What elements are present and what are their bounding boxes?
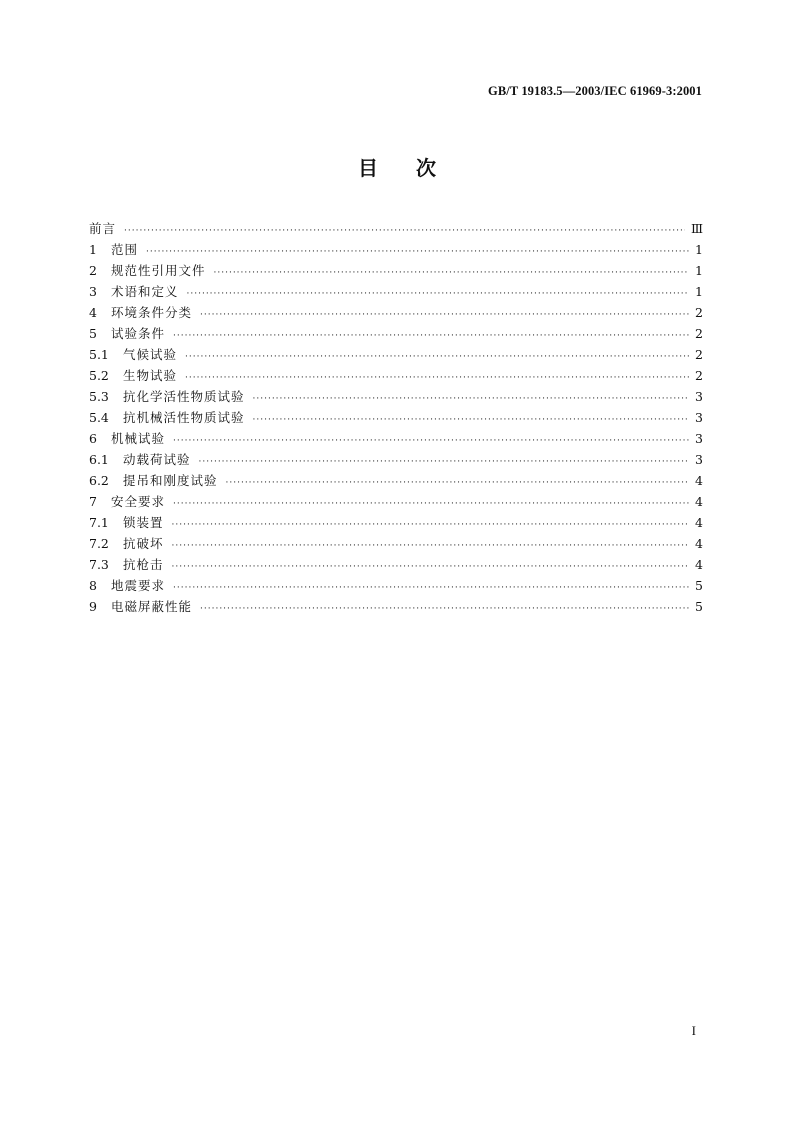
toc-entry-3[interactable]	[89, 281, 703, 302]
toc-entry-7[interactable]	[89, 491, 703, 512]
toc-entry-title: 锁装置	[123, 515, 164, 530]
dot-leader	[172, 515, 689, 536]
toc-entry-number: 2	[89, 263, 97, 278]
toc-entry-2[interactable]	[89, 260, 703, 281]
title-char-1: 目	[358, 156, 378, 180]
toc-entry-page: 5	[695, 599, 703, 614]
toc-entry-title: 提吊和刚度试验	[123, 473, 218, 488]
toc-entry-5-2[interactable]	[89, 365, 703, 386]
toc-entry-page: 4	[695, 494, 703, 509]
dot-leader	[185, 368, 689, 389]
toc-entry-page: 2	[695, 326, 703, 341]
toc-entry-number: 7	[89, 494, 97, 509]
dot-leader	[200, 599, 689, 620]
dot-leader	[173, 494, 689, 515]
dot-leader	[146, 242, 689, 263]
dot-leader	[253, 410, 689, 431]
toc-entry-page: 1	[695, 284, 703, 299]
toc-entry-title: 抗枪击	[123, 557, 164, 572]
toc-entry-number: 4	[89, 305, 97, 320]
toc-entry-page: 4	[695, 536, 703, 551]
toc-entry-page: 3	[695, 452, 703, 467]
toc-entry-page: 4	[695, 557, 703, 572]
dot-leader	[173, 578, 689, 599]
toc-entry-page: Ⅲ	[690, 221, 703, 236]
toc-entry-title: 地震要求	[111, 578, 166, 593]
toc-entry-7-2[interactable]	[89, 533, 703, 554]
toc-entry-number: 1	[89, 242, 97, 257]
toc-entry-number: 7.3	[89, 557, 109, 572]
toc-entry-number: 8	[89, 578, 97, 593]
toc-entry-title: 抗破坏	[123, 536, 164, 551]
dot-leader	[226, 473, 689, 494]
toc-entry-number: 7.2	[89, 536, 109, 551]
toc-entry-9[interactable]	[89, 596, 703, 617]
standard-number: GB/T 19183.5—2003/IEC 61969-3:2001	[488, 84, 702, 98]
toc-entry-number: 6	[89, 431, 97, 446]
page-title	[0, 152, 794, 181]
toc-entry-number: 7.1	[89, 515, 109, 530]
dot-leader	[185, 347, 689, 368]
toc-entry-title: 抗机械活性物质试验	[123, 410, 245, 425]
toc-entry-title: 抗化学活性物质试验	[123, 389, 245, 404]
toc-entry-title: 前言	[89, 221, 117, 236]
dot-leader	[200, 305, 689, 326]
toc-entry-5-4[interactable]	[89, 407, 703, 428]
toc-entry-4[interactable]	[89, 302, 703, 323]
toc-entry-1[interactable]	[89, 239, 703, 260]
table-of-contents	[89, 218, 703, 617]
toc-entry-title: 试验条件	[111, 326, 166, 341]
toc-entry-number: 6.1	[89, 452, 109, 467]
toc-entry-7-1[interactable]	[89, 512, 703, 533]
dot-leader	[124, 221, 685, 242]
dot-leader	[173, 431, 689, 452]
toc-entry-6-2[interactable]	[89, 470, 703, 491]
toc-entry-page: 2	[695, 368, 703, 383]
toc-entry-number: 9	[89, 599, 97, 614]
toc-entry-8[interactable]	[89, 575, 703, 596]
toc-entry-title: 术语和定义	[111, 284, 179, 299]
toc-entry-page: 5	[695, 578, 703, 593]
toc-entry-title: 环境条件分类	[111, 305, 193, 320]
toc-entry-number: 3	[89, 284, 97, 299]
toc-entry-number: 5.4	[89, 410, 109, 425]
dot-leader	[214, 263, 689, 284]
toc-entry-number: 5.1	[89, 347, 109, 362]
toc-entry-title: 气候试验	[123, 347, 178, 362]
toc-entry-page: 3	[695, 410, 703, 425]
dot-leader	[199, 452, 689, 473]
toc-entry-page: 4	[695, 515, 703, 530]
toc-entry-title: 机械试验	[111, 431, 166, 446]
title-char-2: 次	[416, 156, 436, 180]
toc-entry-title: 电磁屏蔽性能	[111, 599, 193, 614]
toc-entry-page: 1	[695, 263, 703, 278]
toc-entry-title: 生物试验	[123, 368, 178, 383]
dot-leader	[172, 557, 689, 578]
toc-entry-title: 规范性引用文件	[111, 263, 206, 278]
dot-leader	[253, 389, 689, 410]
toc-entry-page: 3	[695, 389, 703, 404]
toc-entry-page: 2	[695, 305, 703, 320]
dot-leader	[187, 284, 689, 305]
toc-entry-number: 6.2	[89, 473, 109, 488]
toc-entry-title: 动载荷试验	[123, 452, 191, 467]
toc-entry-6[interactable]	[89, 428, 703, 449]
toc-entry-page: 1	[695, 242, 703, 257]
toc-entry-foreword[interactable]	[89, 218, 703, 239]
toc-entry-7-3[interactable]	[89, 554, 703, 575]
toc-entry-title: 安全要求	[111, 494, 166, 509]
toc-entry-page: 3	[695, 431, 703, 446]
page-number: I	[691, 1023, 696, 1038]
dot-leader	[173, 326, 689, 347]
toc-entry-5[interactable]	[89, 323, 703, 344]
toc-entry-5-1[interactable]	[89, 344, 703, 365]
toc-entry-page: 4	[695, 473, 703, 488]
toc-entry-6-1[interactable]	[89, 449, 703, 470]
toc-entry-number: 5	[89, 326, 97, 341]
dot-leader	[172, 536, 689, 557]
toc-entry-title: 范围	[111, 242, 139, 257]
toc-entry-page: 2	[695, 347, 703, 362]
toc-entry-number: 5.3	[89, 389, 109, 404]
toc-entry-number: 5.2	[89, 368, 109, 383]
toc-entry-5-3[interactable]	[89, 386, 703, 407]
